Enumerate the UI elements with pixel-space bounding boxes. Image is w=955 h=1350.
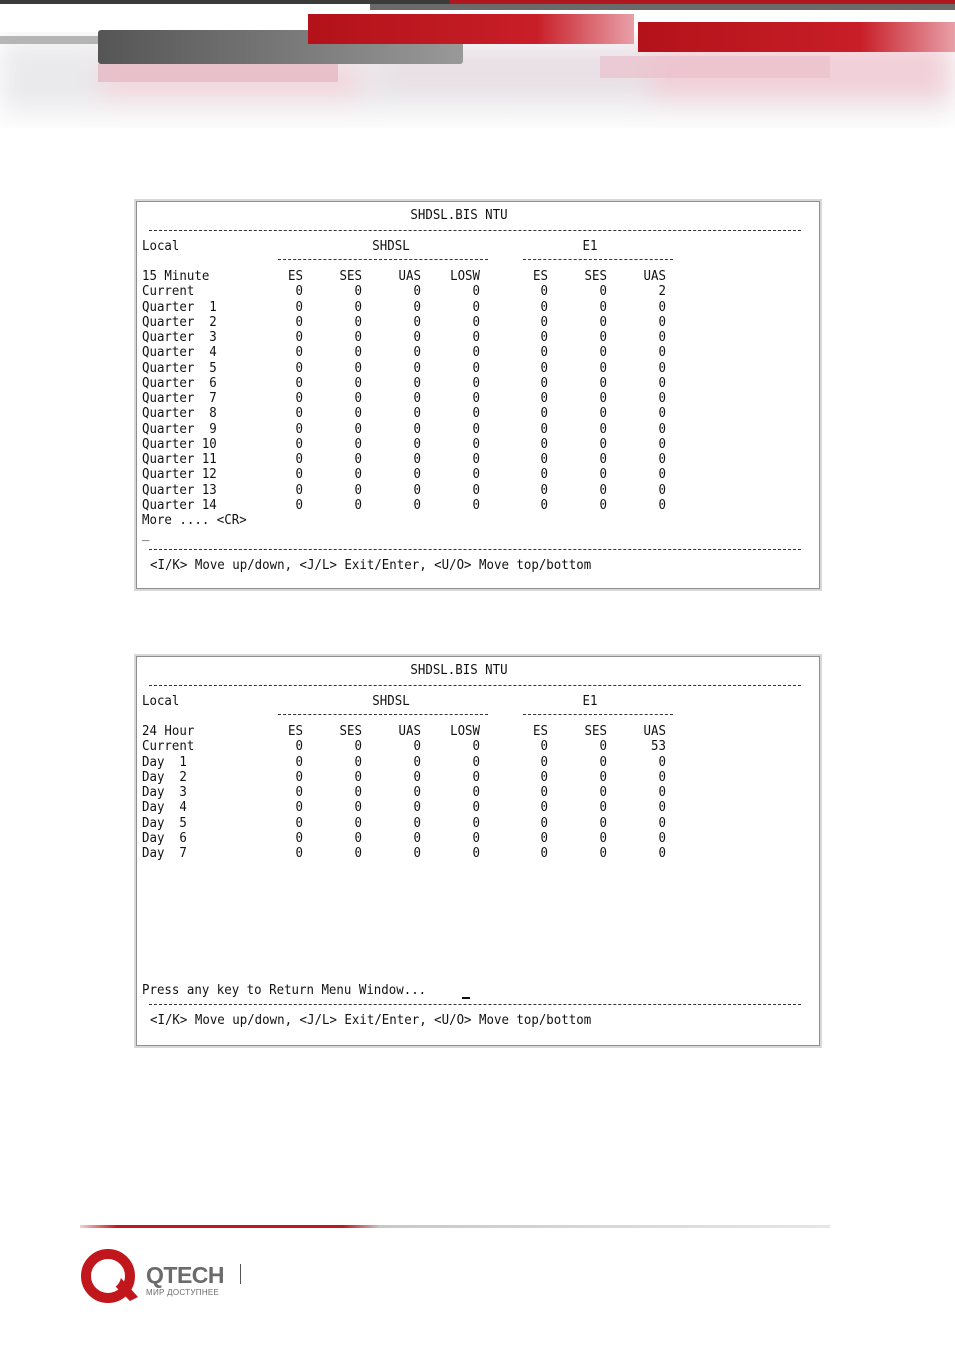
table-cell: 0: [540, 738, 548, 755]
table-cell: 0: [354, 298, 362, 315]
row-label: Quarter 13: [142, 481, 217, 498]
row-label: Quarter 8: [142, 405, 217, 422]
table-cell: 0: [354, 466, 362, 483]
shdsl-group-underline: [278, 259, 488, 260]
table-cell: 0: [413, 799, 421, 816]
table-cell: 0: [354, 814, 362, 831]
terminal-title: SHDSL.BIS NTU: [410, 207, 508, 223]
table-cell: 0: [295, 753, 303, 770]
input-cursor: [462, 997, 470, 999]
divider-line: [149, 1004, 801, 1005]
table-cell: 0: [599, 390, 607, 406]
table-cell: 0: [540, 466, 548, 483]
table-cell: 0: [599, 481, 607, 498]
table-cell: 0: [599, 784, 607, 800]
table-cell: 0: [354, 420, 362, 437]
table-cell: 0: [599, 359, 607, 376]
brand-name: QTECH: [146, 1262, 224, 1288]
row-label: Quarter 10: [142, 435, 217, 452]
table-cell: 0: [295, 390, 303, 406]
period-label: 15 Minute: [142, 268, 210, 284]
logo-separator: [240, 1264, 241, 1284]
table-cell: 0: [354, 359, 362, 376]
table-cell: 0: [354, 313, 362, 330]
input-cursor: _: [142, 526, 150, 542]
table-cell: 0: [295, 768, 303, 785]
row-label: Quarter 1: [142, 298, 217, 315]
table-cell: 0: [472, 466, 480, 483]
table-cell: 0: [599, 451, 607, 467]
row-label: Day 4: [142, 799, 187, 816]
table-cell: 0: [599, 738, 607, 755]
more-prompt: More .... <CR>: [142, 512, 247, 528]
column-header: LOSW: [450, 723, 480, 739]
table-cell: 0: [413, 768, 421, 785]
table-cell: 0: [413, 845, 421, 861]
table-cell: 0: [472, 784, 480, 800]
table-cell: 0: [658, 405, 666, 422]
table-cell: 0: [658, 496, 666, 513]
table-cell: 0: [354, 753, 362, 770]
brand-tagline: МИР ДОСТУПНЕЕ: [146, 1288, 220, 1297]
page-header-decoration: [0, 0, 955, 170]
table-cell: 0: [413, 329, 421, 345]
table-cell: 0: [658, 814, 666, 831]
table-cell: 0: [540, 768, 548, 785]
divider-line: [149, 549, 801, 550]
table-cell: 0: [599, 845, 607, 861]
group-label-e1: E1: [582, 238, 598, 254]
table-cell: 0: [295, 344, 303, 361]
table-cell: 0: [354, 451, 362, 467]
table-cell: 0: [599, 313, 607, 330]
terminal-window-15-minute: [136, 201, 820, 589]
table-cell: 0: [354, 829, 362, 846]
row-label: Quarter 4: [142, 344, 217, 361]
table-cell: 0: [354, 329, 362, 345]
column-header: ES: [533, 723, 548, 739]
table-cell: 0: [295, 329, 303, 345]
column-header: LOSW: [450, 268, 480, 284]
column-header: UAS: [643, 723, 666, 739]
table-cell: 0: [540, 374, 548, 391]
table-cell: 0: [413, 784, 421, 800]
table-cell: 0: [295, 359, 303, 376]
table-cell: 0: [599, 344, 607, 361]
table-cell: 0: [540, 313, 548, 330]
table-cell: 0: [540, 283, 548, 300]
table-cell: 0: [472, 298, 480, 315]
table-cell: 0: [658, 390, 666, 406]
row-label: Day 1: [142, 753, 187, 770]
table-cell: 0: [295, 435, 303, 452]
table-cell: 0: [599, 283, 607, 300]
table-cell: 0: [540, 344, 548, 361]
table-cell: 0: [540, 405, 548, 422]
table-cell: 53: [651, 738, 666, 755]
table-cell: 0: [540, 451, 548, 467]
table-cell: 0: [540, 390, 548, 406]
table-cell: 0: [658, 298, 666, 315]
column-header: UAS: [398, 723, 421, 739]
header-stripes: [0, 0, 955, 170]
table-cell: 0: [599, 753, 607, 770]
table-cell: 0: [472, 799, 480, 816]
table-cell: 0: [599, 466, 607, 483]
terminal-window-24-hour: [136, 656, 820, 1046]
q-logo-icon: [80, 1245, 140, 1305]
table-cell: 0: [658, 435, 666, 452]
table-cell: 0: [295, 481, 303, 498]
table-cell: 0: [413, 496, 421, 513]
row-label: Day 6: [142, 829, 187, 846]
table-cell: 0: [658, 359, 666, 376]
table-cell: 0: [295, 784, 303, 800]
table-cell: 0: [354, 344, 362, 361]
table-cell: 0: [413, 374, 421, 391]
table-cell: 0: [658, 799, 666, 816]
table-cell: 0: [599, 298, 607, 315]
row-label: Quarter 14: [142, 496, 217, 513]
table-cell: 0: [413, 420, 421, 437]
table-cell: 0: [354, 738, 362, 755]
e1-group-underline: [523, 259, 673, 260]
table-cell: 0: [413, 738, 421, 755]
help-line: <I/K> Move up/down, <J/L> Exit/Enter, <U/O> Move top/bottom: [150, 557, 592, 573]
table-cell: 0: [472, 481, 480, 498]
table-cell: 0: [599, 435, 607, 452]
table-cell: 0: [295, 845, 303, 861]
table-cell: 0: [472, 829, 480, 846]
table-cell: 2: [658, 283, 666, 300]
table-cell: 0: [472, 451, 480, 467]
table-cell: 0: [472, 814, 480, 831]
table-cell: 0: [472, 420, 480, 437]
table-cell: 0: [295, 466, 303, 483]
table-cell: 0: [295, 283, 303, 300]
table-cell: 0: [295, 496, 303, 513]
table-cell: 0: [295, 738, 303, 755]
table-cell: 0: [472, 738, 480, 755]
table-cell: 0: [472, 390, 480, 406]
table-cell: 0: [540, 814, 548, 831]
table-cell: 0: [472, 374, 480, 391]
table-cell: 0: [540, 359, 548, 376]
table-cell: 0: [658, 420, 666, 437]
table-cell: 0: [658, 784, 666, 800]
column-header: SES: [339, 723, 362, 739]
table-cell: 0: [413, 435, 421, 452]
table-cell: 0: [295, 374, 303, 391]
table-cell: 0: [540, 435, 548, 452]
table-cell: 0: [295, 405, 303, 422]
table-cell: 0: [599, 799, 607, 816]
table-cell: 0: [540, 420, 548, 437]
table-cell: 0: [413, 481, 421, 498]
e1-group-underline: [523, 714, 673, 715]
table-cell: 0: [472, 405, 480, 422]
row-label: Quarter 5: [142, 359, 217, 376]
table-cell: 0: [658, 845, 666, 861]
footer-rule: [80, 1225, 830, 1228]
shdsl-group-underline: [278, 714, 488, 715]
table-cell: 0: [599, 329, 607, 345]
table-cell: 0: [658, 313, 666, 330]
table-cell: 0: [658, 344, 666, 361]
table-cell: 0: [599, 374, 607, 391]
table-cell: 0: [413, 313, 421, 330]
table-cell: 0: [658, 753, 666, 770]
table-cell: 0: [599, 420, 607, 437]
table-cell: 0: [354, 845, 362, 861]
table-cell: 0: [413, 390, 421, 406]
table-cell: 0: [472, 753, 480, 770]
table-cell: 0: [540, 298, 548, 315]
table-cell: 0: [658, 768, 666, 785]
column-header: UAS: [643, 268, 666, 284]
table-cell: 0: [658, 829, 666, 846]
table-cell: 0: [599, 829, 607, 846]
side-label: Local: [142, 238, 180, 254]
table-cell: 0: [295, 313, 303, 330]
table-cell: 0: [354, 784, 362, 800]
row-label: Quarter 12: [142, 466, 217, 483]
table-cell: 0: [472, 435, 480, 452]
table-cell: 0: [472, 845, 480, 861]
group-label-shdsl: SHDSL: [372, 238, 410, 254]
table-cell: 0: [540, 845, 548, 861]
table-cell: 0: [472, 359, 480, 376]
table-cell: 0: [472, 768, 480, 785]
row-label: Quarter 6: [142, 374, 217, 391]
table-cell: 0: [540, 753, 548, 770]
return-prompt: Press any key to Return Menu Window...: [142, 982, 427, 998]
table-cell: 0: [295, 799, 303, 816]
table-cell: 0: [413, 753, 421, 770]
table-cell: 0: [658, 451, 666, 467]
divider-line: [149, 230, 801, 231]
side-label: Local: [142, 693, 180, 709]
row-label: Day 2: [142, 768, 187, 785]
table-cell: 0: [413, 359, 421, 376]
table-cell: 0: [540, 799, 548, 816]
table-cell: 0: [413, 344, 421, 361]
table-cell: 0: [658, 374, 666, 391]
row-label: Day 5: [142, 814, 187, 831]
table-cell: 0: [413, 451, 421, 467]
table-cell: 0: [413, 829, 421, 846]
table-cell: 0: [472, 313, 480, 330]
column-header: UAS: [398, 268, 421, 284]
table-cell: 0: [354, 768, 362, 785]
table-cell: 0: [295, 814, 303, 831]
table-cell: 0: [599, 496, 607, 513]
table-cell: 0: [658, 329, 666, 345]
table-cell: 0: [413, 298, 421, 315]
table-cell: 0: [295, 829, 303, 846]
column-header: ES: [533, 268, 548, 284]
table-cell: 0: [540, 784, 548, 800]
column-header: SES: [339, 268, 362, 284]
table-cell: 0: [354, 374, 362, 391]
table-cell: 0: [599, 405, 607, 422]
table-cell: 0: [354, 405, 362, 422]
table-cell: 0: [540, 481, 548, 498]
table-cell: 0: [599, 814, 607, 831]
table-cell: 0: [472, 344, 480, 361]
table-cell: 0: [295, 298, 303, 315]
column-header: ES: [288, 268, 303, 284]
column-header: ES: [288, 723, 303, 739]
divider-line: [149, 685, 801, 686]
period-label: 24 Hour: [142, 723, 195, 739]
table-cell: 0: [472, 329, 480, 345]
group-label-shdsl: SHDSL: [372, 693, 410, 709]
table-cell: 0: [413, 283, 421, 300]
group-label-e1: E1: [582, 693, 598, 709]
table-cell: 0: [599, 768, 607, 785]
table-cell: 0: [413, 814, 421, 831]
table-cell: 0: [540, 829, 548, 846]
table-cell: 0: [540, 329, 548, 345]
table-cell: 0: [354, 496, 362, 513]
row-label: Current: [142, 738, 195, 755]
table-cell: 0: [472, 496, 480, 513]
table-cell: 0: [658, 481, 666, 498]
table-cell: 0: [658, 466, 666, 483]
table-cell: 0: [295, 451, 303, 467]
terminal-title: SHDSL.BIS NTU: [410, 662, 508, 678]
row-label: Quarter 11: [142, 451, 217, 467]
column-header: SES: [584, 723, 607, 739]
table-cell: 0: [413, 466, 421, 483]
table-cell: 0: [472, 283, 480, 300]
row-label: Quarter 7: [142, 390, 217, 406]
row-label: Quarter 2: [142, 313, 217, 330]
table-cell: 0: [354, 435, 362, 452]
row-label: Current: [142, 283, 195, 300]
column-header: SES: [584, 268, 607, 284]
table-cell: 0: [295, 420, 303, 437]
row-label: Day 7: [142, 845, 187, 861]
help-line: <I/K> Move up/down, <J/L> Exit/Enter, <U/O> Move top/bottom: [150, 1012, 592, 1028]
table-cell: 0: [354, 481, 362, 498]
table-cell: 0: [540, 496, 548, 513]
table-cell: 0: [354, 799, 362, 816]
table-cell: 0: [354, 390, 362, 406]
row-label: Day 3: [142, 784, 187, 800]
table-cell: 0: [413, 405, 421, 422]
row-label: Quarter 3: [142, 329, 217, 345]
table-cell: 0: [354, 283, 362, 300]
row-label: Quarter 9: [142, 420, 217, 437]
